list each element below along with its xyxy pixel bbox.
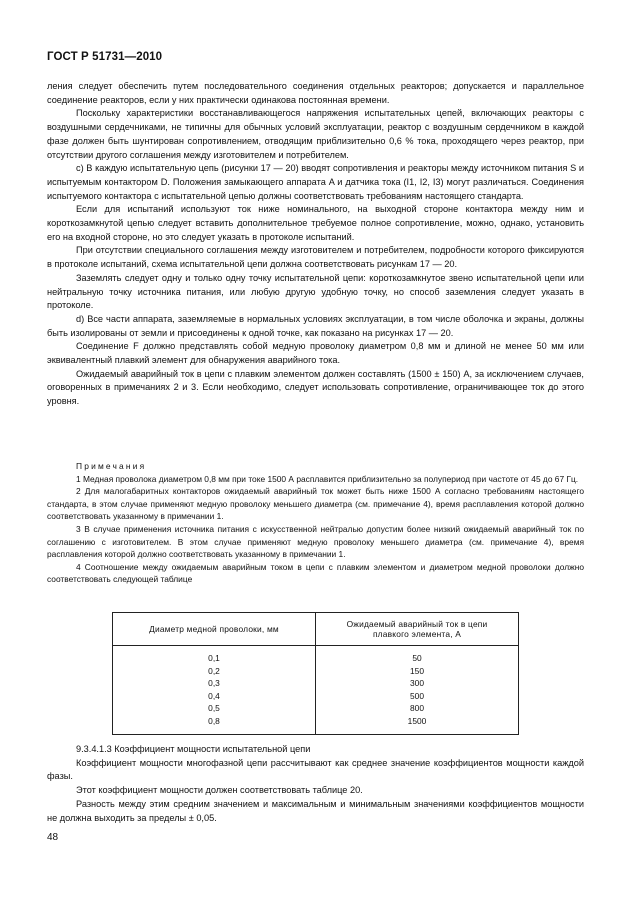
table-cell: 1500 bbox=[407, 715, 427, 726]
table-cell: 800 bbox=[410, 703, 424, 714]
notes-block bbox=[47, 460, 584, 586]
main-text bbox=[47, 80, 584, 409]
paragraph: Заземлять следует одну и только одну точку испытательной цепи: короткозамкнутое звено испытательной цепи или нейтральную точку источника питания, или любую другую удобную точку, но способ заземления следует указать в протоколе. bbox=[47, 272, 584, 311]
wire-diameter-table bbox=[112, 612, 519, 735]
table-cell: 0,3 bbox=[208, 678, 220, 689]
paragraph: Разность между этим средним значением и максимальным и минимальным значениями коэффициентов мощности не должна выходить за пределы ± 0,05. bbox=[47, 798, 584, 823]
document-header: ГОСТ Р 51731—2010 bbox=[47, 51, 163, 63]
header-current: Ожидаемый аварийный ток в цепи плавкого элемента, А bbox=[316, 613, 519, 646]
notes-title: Примечания bbox=[76, 461, 147, 471]
paragraph: Если для испытаний используют ток ниже номинального, на выходной стороне контактора между ним и короткозамкнутой цепью следует вставить дополнительное требуемое полное сопротивление, можно, однако, установить его на входной стороне, но это следует указать в протоколе испытаний. bbox=[47, 204, 584, 242]
paragraph: Ожидаемый аварийный ток в цепи с плавким элементом должен составлять (1500 ± 150) А, за исключением случаев, оговоренных в примечаниях 2 и 3. Если необходимо, следует использовать сопротивление, ограничивающее ток до этого уровня. bbox=[47, 368, 584, 407]
note-item: 2 Для малогабаритных контакторов ожидаемый аварийный ток может быть ниже 1500 А согласно требованиям настоящего стандарта, в этом случае применяют медную проволоку меньшего диаметра (см. примечание 4), время расплавления которой должно соответствовать указанному в примечании 1. bbox=[47, 486, 584, 522]
paragraph: c) В каждую испытательную цепь (рисунки 17 — 20) вводят сопротивления и реакторы между источником питания S и испытуемым контактором D. Положения замыкающего аппарата A и датчика тока (I1, I2, I3) могут различаться. Соединения испытуемого контактора с испытательной цепью должны соответствовать требованиям настоящего стандарта. bbox=[47, 163, 584, 201]
paragraph: Коэффициент мощности многофазной цепи рассчитывают как среднее значение коэффициентов мощности каждой фазы. bbox=[47, 757, 584, 782]
paragraph: ления следует обеспечить путем последовательного соединения отдельных реакторов; допускается и параллельное соединение реакторов, если у них практически одинакова постоянная времени. bbox=[47, 81, 584, 105]
table-row bbox=[113, 646, 519, 735]
table-cell: 0,4 bbox=[208, 690, 220, 701]
header-diameter: Диаметр медной проволоки, мм bbox=[113, 613, 316, 646]
table-cell: 0,2 bbox=[208, 665, 220, 676]
page-number: 48 bbox=[47, 832, 59, 843]
paragraph: Поскольку характеристики восстанавливающегося напряжения испытательных цепей, включающих реакторы с воздушными сердечниками, не типичны для обычных условий эксплуатации, реактор с воздушным сердечником в каждой фазе должен быть шунтирован сопротивлением, отводящим приблизительно 0,6 % тока, проходящего через реактор, при отсутствии другого соглашения между изготовителем и потребителем. bbox=[47, 108, 584, 160]
table-cell: 150 bbox=[410, 665, 424, 676]
current-column bbox=[316, 646, 519, 735]
note-item: 4 Соотношение между ожидаемым аварийным током в цепи с плавким элементом и диаметром медной проволоки должно соответствовать следующей таблице bbox=[47, 561, 584, 585]
table-cell: 0,8 bbox=[208, 715, 220, 726]
diameter-column bbox=[113, 646, 316, 735]
note-item: 1 Медная проволока диаметром 0,8 мм при токе 1500 А расплавится приблизительно за полупериод при частоте от 45 до 67 Гц. bbox=[76, 473, 579, 484]
table-cell: 300 bbox=[410, 678, 424, 689]
table-cell: 0,1 bbox=[208, 653, 220, 663]
table-cell: 0,5 bbox=[208, 703, 220, 714]
section-heading: 9.3.4.1.3 Коэффициент мощности испытательной цепи bbox=[76, 744, 311, 754]
paragraph: При отсутствии специального соглашения между изготовителем и потребителем, подробности которого фиксируются в протоколе испытаний, схема испытательной цепи должна соответствовать рисункам 17 — 20. bbox=[47, 245, 584, 270]
paragraph: Соединение F должно представлять собой медную проволоку диаметром 0,8 мм и длиной не менее 50 мм или эквивалентный плавкий элемент для обнаружения аварийного тока. bbox=[47, 341, 584, 366]
note-item: 3 В случае применения источника питания с искусственной нейтралью допустим более низкий ожидаемый аварийный ток по соглашению с изготовителем. В этом случае применяют медную проволоку меньшего диаметра (см. примечание 4), время расплавления которой должно соответствовать указанному в примечании 1. bbox=[47, 523, 584, 560]
paragraph: d) Все части аппарата, заземляемые в нормальных условиях эксплуатации, в том числе оболочка и экраны, должны быть изолированы от земли и присоединены к одной точке, как показано на рисунках 17 — 20. bbox=[47, 313, 584, 338]
table-cell: 500 bbox=[410, 690, 424, 701]
paragraph: Этот коэффициент мощности должен соответствовать таблице 20. bbox=[76, 785, 363, 796]
table-cell: 50 bbox=[412, 653, 422, 663]
table-header-row bbox=[113, 613, 519, 646]
section-power-factor bbox=[47, 743, 584, 825]
